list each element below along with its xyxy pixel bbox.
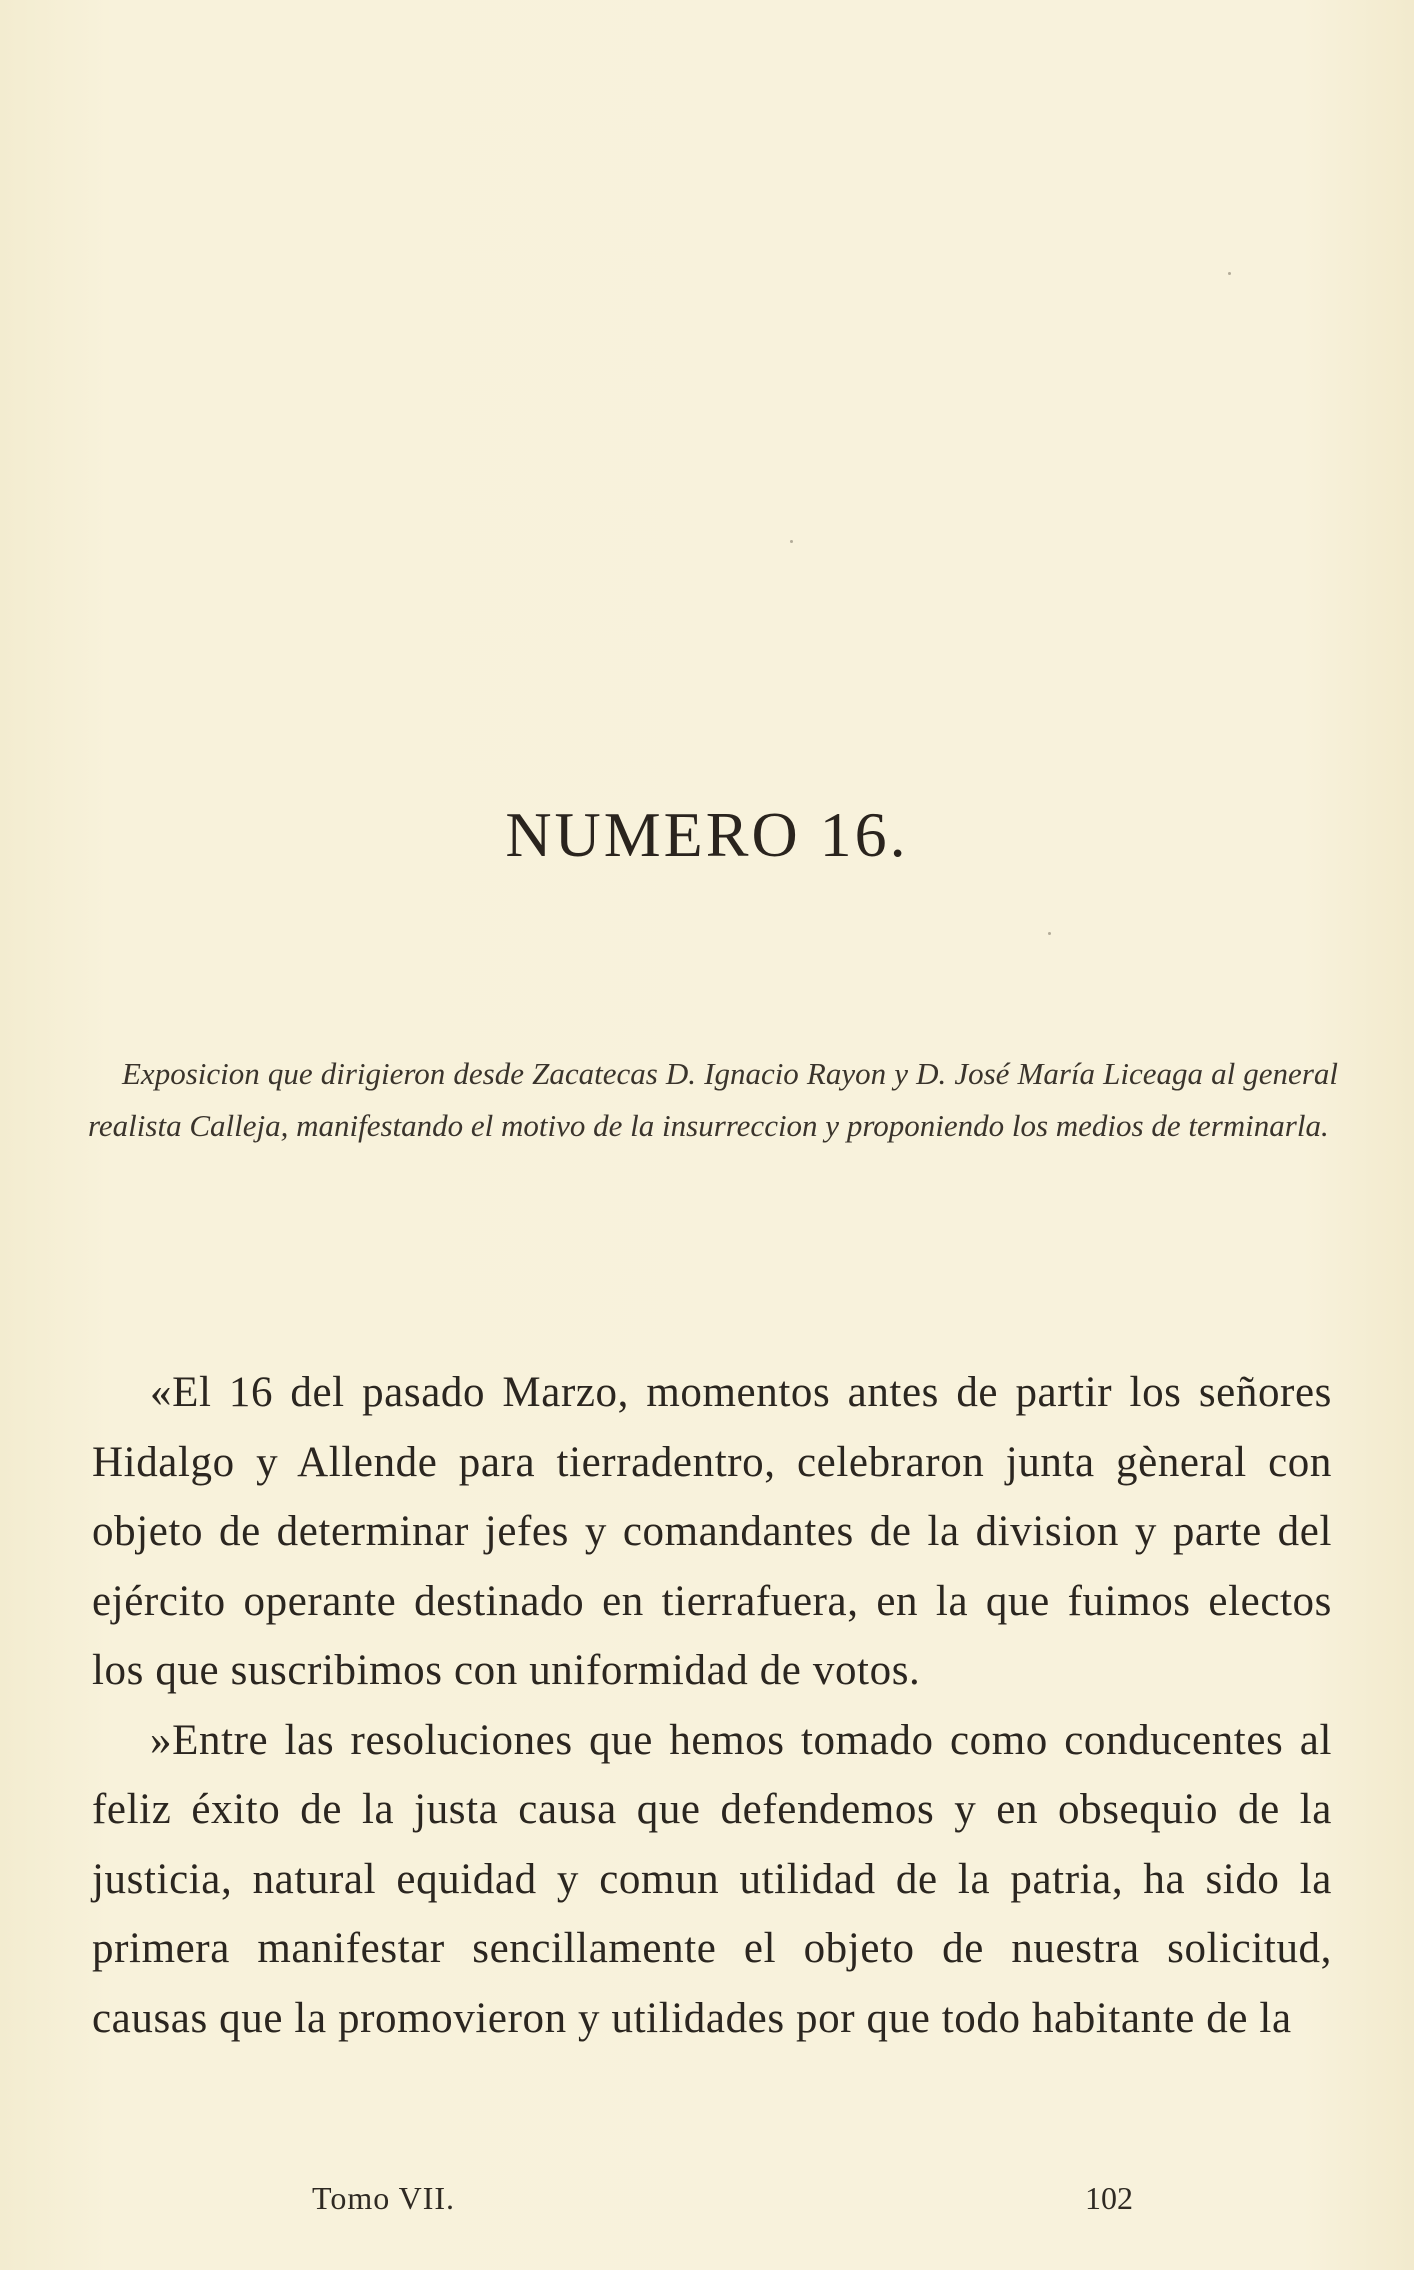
document-body [92, 1358, 1332, 2053]
volume-label: Tomo VII. [312, 2180, 456, 2216]
document-summary: Exposicion que dirigieron desde Zacatecas D. Ignacio Rayon y D. José María Liceaga al general realista Calleja, manifestando el motivo de la insurreccion y proponiendo los medios de terminarla. [88, 1056, 1338, 1143]
page-footer [0, 2180, 1414, 2230]
document-number-heading: NUMERO 16. [505, 798, 909, 870]
body-paragraph-2: »Entre las resoluciones que hemos tomado como conducentes al feliz éxito de la justa causa que defendemos y en obsequio de la justicia, natural equidad y comun utilidad de la patria, ha sido la primera manifestar sencillamente el objeto de nuestra solicitud, causas que la promovieron y utilidades por que todo habitante de la [92, 1716, 1332, 2042]
ink-speck [1228, 272, 1231, 275]
ink-speck [1048, 932, 1051, 935]
signature-number: 102 [1085, 2180, 1133, 2216]
body-paragraph-1: «El 16 del pasado Marzo, momentos antes de partir los señores Hidalgo y Allende para tierradentro, celebraron junta gèneral con objeto de determinar jefes y comandantes de la division y parte del ejército operante destinado en tierrafuera, en la que fuimos electos los que suscribimos con uniformidad de votos. [92, 1369, 1332, 1694]
ink-speck [790, 540, 793, 543]
